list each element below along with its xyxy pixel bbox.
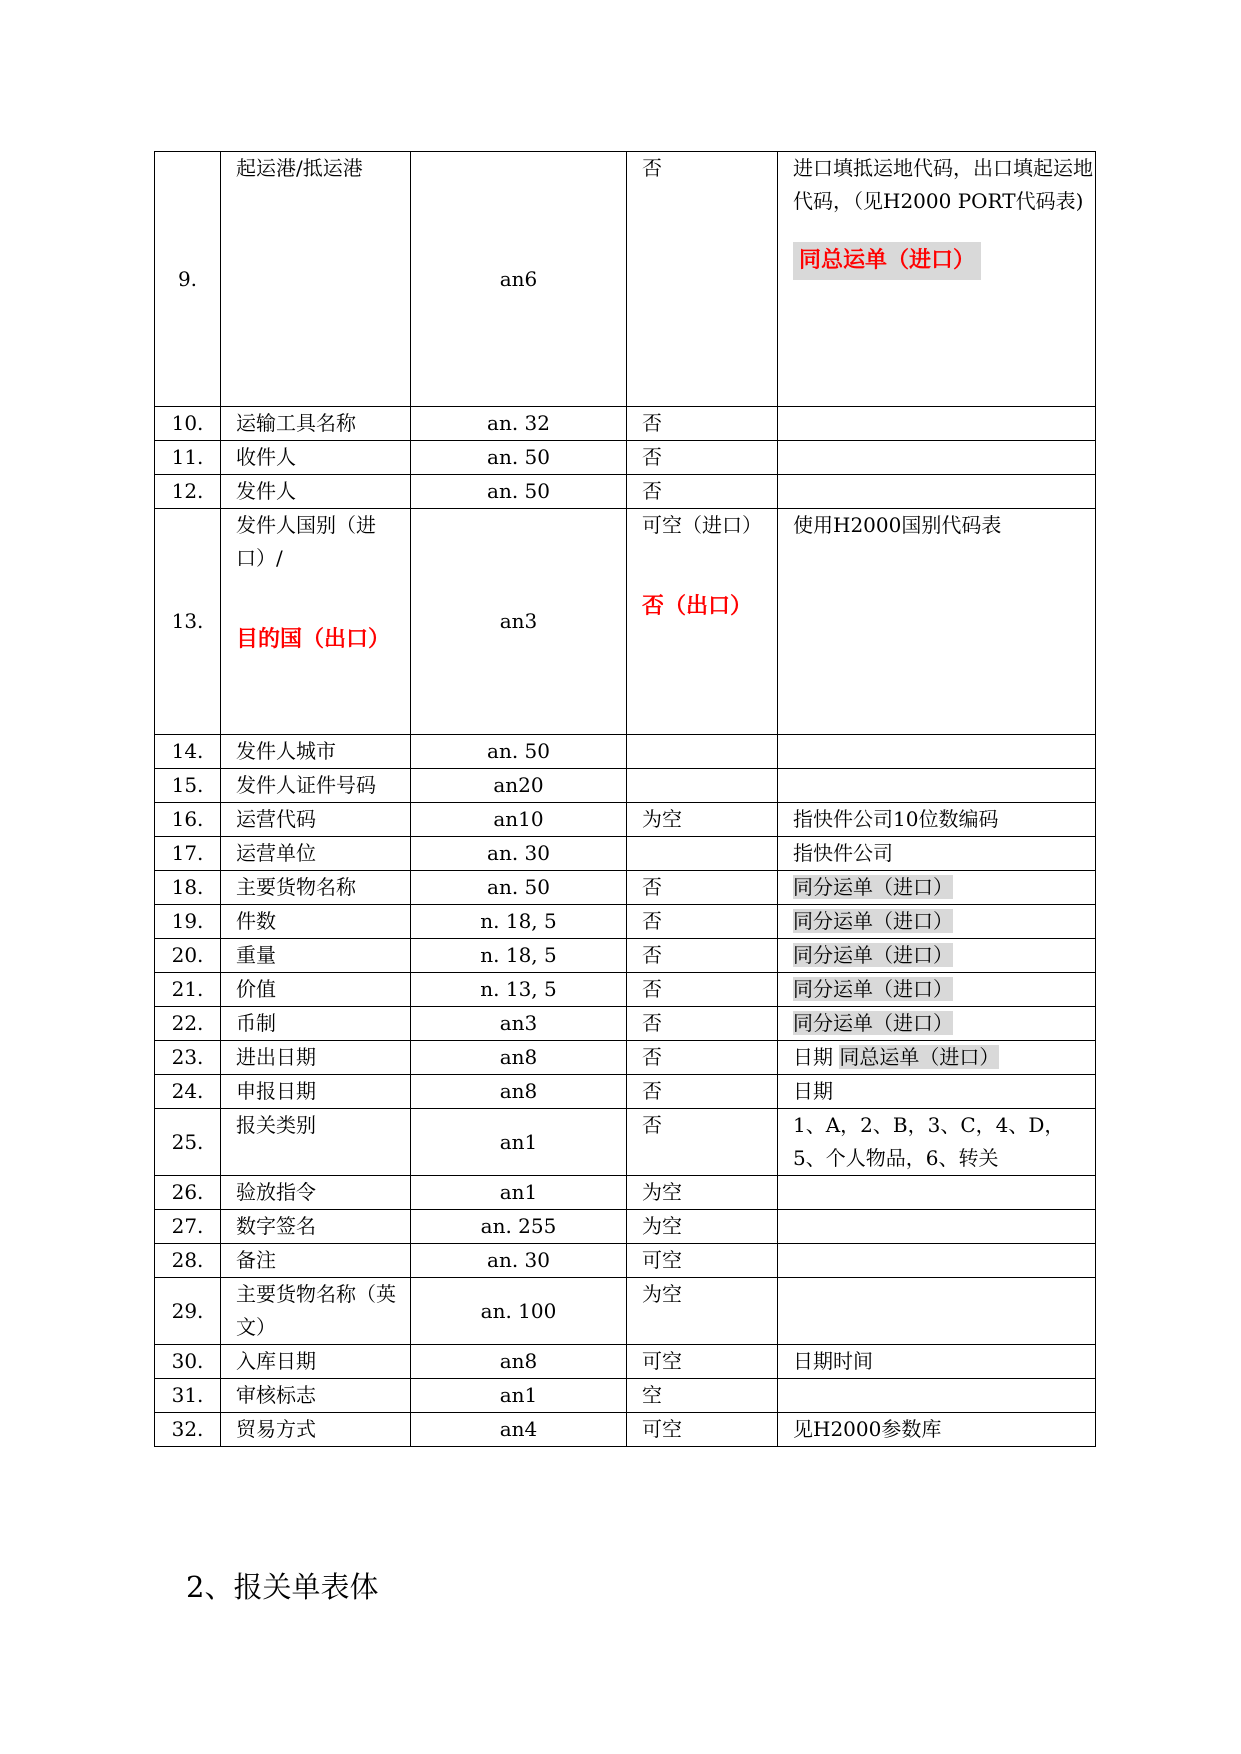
table-row: [155, 1109, 1096, 1176]
field-spec-table: [154, 151, 1096, 1447]
field-note: 日期时间: [778, 1345, 1096, 1379]
field-type: an. 255: [411, 1210, 627, 1244]
field-type: an. 50: [411, 871, 627, 905]
field-note: 日期: [778, 1075, 1096, 1109]
field-type: an1: [411, 1379, 627, 1413]
table-row: [155, 1075, 1096, 1109]
table-row: [155, 939, 1096, 973]
row-number: 23.: [155, 1041, 221, 1075]
field-note: 指快件公司: [778, 837, 1096, 871]
table-row: [155, 1345, 1096, 1379]
field-name: 审核标志: [221, 1379, 411, 1413]
row-number: 24.: [155, 1075, 221, 1109]
field-name: 起运港/抵运港: [221, 152, 411, 407]
field-note: [778, 407, 1096, 441]
field-note: [778, 735, 1096, 769]
row-number: 29.: [155, 1278, 221, 1345]
field-type: an1: [411, 1109, 627, 1176]
table-row: [155, 735, 1096, 769]
row-number: 31.: [155, 1379, 221, 1413]
field-type: an6: [411, 152, 627, 407]
table-row: [155, 1007, 1096, 1041]
field-nullable: [627, 509, 778, 735]
field-note: [778, 1007, 1096, 1041]
table-row: [155, 475, 1096, 509]
field-name: 验放指令: [221, 1176, 411, 1210]
field-note: [778, 973, 1096, 1007]
table-row: [155, 803, 1096, 837]
field-name: 主要货物名称: [221, 871, 411, 905]
field-name: 数字签名: [221, 1210, 411, 1244]
row-number: 11.: [155, 441, 221, 475]
field-nullable: [627, 769, 778, 803]
field-name: 发件人: [221, 475, 411, 509]
field-type: an. 50: [411, 475, 627, 509]
field-nullable: 否: [627, 905, 778, 939]
row-number: 19.: [155, 905, 221, 939]
field-type: an3: [411, 1007, 627, 1041]
field-name: 重量: [221, 939, 411, 973]
field-name-red: 目的国（出口）: [236, 627, 391, 652]
nullable-text: 可空（进口）: [642, 513, 762, 537]
table-row: [155, 509, 1096, 735]
field-nullable: 为空: [627, 1278, 778, 1345]
table-row: [155, 1413, 1096, 1447]
field-note: 见H2000参数库: [778, 1413, 1096, 1447]
field-name: 运营单位: [221, 837, 411, 871]
row-number: 30.: [155, 1345, 221, 1379]
field-nullable: 为空: [627, 1176, 778, 1210]
field-name-text: 发件人国别（进口）/: [236, 513, 376, 570]
field-note: 使用H2000国别代码表: [778, 509, 1096, 735]
field-note: 1、A，2、B，3、C，4、D，5、个人物品，6、转关: [778, 1109, 1096, 1176]
field-nullable: 否: [627, 1041, 778, 1075]
row-number: 20.: [155, 939, 221, 973]
field-nullable: 为空: [627, 1210, 778, 1244]
field-note: [778, 475, 1096, 509]
field-nullable: 为空: [627, 803, 778, 837]
field-nullable: 空: [627, 1379, 778, 1413]
note-highlight: 同分运单（进口）: [793, 977, 953, 1001]
row-number: 16.: [155, 803, 221, 837]
table-row: [155, 905, 1096, 939]
table-row: [155, 1041, 1096, 1075]
field-note: [778, 1278, 1096, 1345]
field-note: [778, 1210, 1096, 1244]
field-note: 指快件公司10位数编码: [778, 803, 1096, 837]
field-type: an8: [411, 1345, 627, 1379]
field-note: [778, 152, 1096, 407]
nullable-red: 否（出口）: [642, 594, 753, 619]
field-note: [778, 441, 1096, 475]
row-number: 9.: [155, 152, 221, 407]
field-type: an. 50: [411, 735, 627, 769]
field-type: an. 50: [411, 441, 627, 475]
row-number: 18.: [155, 871, 221, 905]
note-text: 日期: [793, 1045, 840, 1069]
row-number: 15.: [155, 769, 221, 803]
note-highlight: 同分运单（进口）: [793, 909, 953, 933]
table-row: [155, 837, 1096, 871]
table-row: [155, 441, 1096, 475]
field-type: an10: [411, 803, 627, 837]
row-number: 14.: [155, 735, 221, 769]
field-note: [778, 905, 1096, 939]
field-name: 发件人城市: [221, 735, 411, 769]
field-name: 运营代码: [221, 803, 411, 837]
field-name: 申报日期: [221, 1075, 411, 1109]
field-name: 件数: [221, 905, 411, 939]
table-row: [155, 769, 1096, 803]
field-type: n. 18, 5: [411, 905, 627, 939]
field-name: [221, 509, 411, 735]
field-nullable: 可空: [627, 1345, 778, 1379]
field-nullable: 否: [627, 441, 778, 475]
field-type: an8: [411, 1041, 627, 1075]
field-name: 运输工具名称: [221, 407, 411, 441]
row-number: 10.: [155, 407, 221, 441]
table-row: [155, 1176, 1096, 1210]
note-highlight: 同总运单（进口）: [839, 1045, 1000, 1069]
row-number: 21.: [155, 973, 221, 1007]
field-note: [778, 1379, 1096, 1413]
field-type: an1: [411, 1176, 627, 1210]
note-red-highlight: 同总运单（进口）: [793, 242, 981, 280]
row-number: 13.: [155, 509, 221, 735]
table-row: [155, 1210, 1096, 1244]
field-name: 入库日期: [221, 1345, 411, 1379]
table-row: [155, 973, 1096, 1007]
row-number: 28.: [155, 1244, 221, 1278]
note-text: 进口填抵运地代码，出口填起运地代码，（见H2000 PORT代码表): [793, 156, 1093, 213]
field-type: an4: [411, 1413, 627, 1447]
field-type: an20: [411, 769, 627, 803]
section-heading: 2、报关单表体: [186, 1570, 379, 1604]
note-highlight: 同分运单（进口）: [793, 943, 953, 967]
row-number: 22.: [155, 1007, 221, 1041]
note-highlight: 同分运单（进口）: [793, 1011, 953, 1035]
field-name: 币制: [221, 1007, 411, 1041]
field-type: an. 30: [411, 837, 627, 871]
field-type: an. 32: [411, 407, 627, 441]
field-name: 进出日期: [221, 1041, 411, 1075]
field-nullable: 否: [627, 152, 778, 407]
field-name: 发件人证件号码: [221, 769, 411, 803]
field-note: [778, 939, 1096, 973]
field-note: [778, 1041, 1096, 1075]
row-number: 32.: [155, 1413, 221, 1447]
table-row: [155, 1379, 1096, 1413]
note-highlight: 同分运单（进口）: [793, 875, 953, 899]
field-name: 报关类别: [221, 1109, 411, 1176]
field-nullable: 否: [627, 1109, 778, 1176]
row-number: 12.: [155, 475, 221, 509]
field-nullable: [627, 735, 778, 769]
field-nullable: 否: [627, 475, 778, 509]
field-type: n. 13, 5: [411, 973, 627, 1007]
row-number: 17.: [155, 837, 221, 871]
field-nullable: 可空: [627, 1244, 778, 1278]
field-type: an3: [411, 509, 627, 735]
field-name: 备注: [221, 1244, 411, 1278]
table-row: [155, 1278, 1096, 1345]
field-note: [778, 769, 1096, 803]
field-nullable: 否: [627, 871, 778, 905]
field-note: [778, 1176, 1096, 1210]
field-name: 贸易方式: [221, 1413, 411, 1447]
row-number: 25.: [155, 1109, 221, 1176]
field-nullable: 否: [627, 1007, 778, 1041]
field-note: [778, 1244, 1096, 1278]
table-row: [155, 152, 1096, 407]
field-nullable: 可空: [627, 1413, 778, 1447]
table-row: [155, 1244, 1096, 1278]
field-note: [778, 871, 1096, 905]
table-row: [155, 407, 1096, 441]
field-name: 价值: [221, 973, 411, 1007]
row-number: 27.: [155, 1210, 221, 1244]
table-row: [155, 871, 1096, 905]
field-name: 主要货物名称（英文）: [221, 1278, 411, 1345]
field-nullable: 否: [627, 973, 778, 1007]
field-type: an. 30: [411, 1244, 627, 1278]
field-type: an. 100: [411, 1278, 627, 1345]
field-nullable: 否: [627, 1075, 778, 1109]
field-type: n. 18, 5: [411, 939, 627, 973]
row-number: 26.: [155, 1176, 221, 1210]
field-type: an8: [411, 1075, 627, 1109]
field-nullable: 否: [627, 939, 778, 973]
field-name: 收件人: [221, 441, 411, 475]
field-nullable: [627, 837, 778, 871]
field-nullable: 否: [627, 407, 778, 441]
